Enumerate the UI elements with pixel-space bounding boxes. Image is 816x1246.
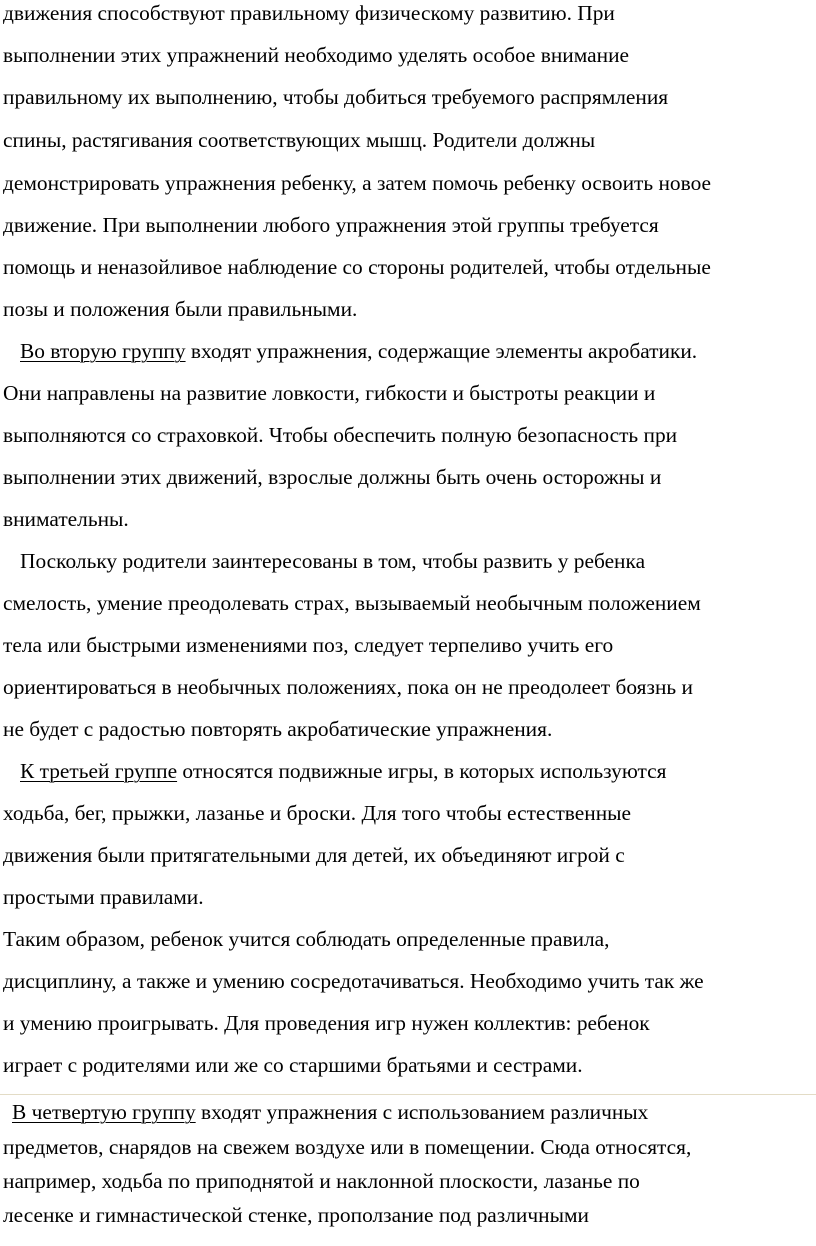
- paragraph-lead-line: [20, 761, 666, 782]
- text-line: ходьба, бег, прыжки, лазанье и броски. Для того чтобы естественные: [3, 801, 632, 825]
- paragraph-lead-line: [20, 341, 697, 362]
- group-heading-underlined: В четвертую группу: [12, 1100, 196, 1124]
- text-line: движения способствуют правильному физическому развитию. При: [3, 1, 615, 25]
- text-line: движение. При выполнении любого упражнения этой группы требуется: [3, 213, 659, 237]
- text-line: Они направлены на развитие ловкости, гибкости и быстроты реакции и: [3, 381, 656, 405]
- text-line: и умению проигрывать. Для проведения игр нужен коллектив: ребенок: [3, 1011, 650, 1035]
- text-line: Поскольку родители заинтересованы в том, чтобы развить у ребенка: [20, 549, 646, 573]
- text-line: например, ходьба по приподнятой и наклонной плоскости, лазанье по: [3, 1169, 640, 1193]
- group-heading-underlined: Во вторую группу: [20, 339, 186, 363]
- text-line: лесенке и гимнастической стенке, проползание под различными: [3, 1203, 589, 1227]
- text-line: спины, растягивания соответствующих мышц. Родители должны: [3, 128, 596, 152]
- text-line: выполнении этих упражнений необходимо уделять особое внимание: [3, 43, 630, 67]
- text-line: предметов, снарядов на свежем воздухе или в помещении. Сюда относятся,: [3, 1135, 692, 1159]
- lead-rest-text: входят упражнения с использованием различных: [195, 1100, 649, 1124]
- text-line: выполняются со страховкой. Чтобы обеспечить полную безопасность при: [3, 423, 678, 447]
- text-line: Таким образом, ребенок учится соблюдать определенные правила,: [3, 927, 610, 951]
- text-line: ориентироваться в необычных положениях, пока он не преодолеет боязнь и: [3, 675, 693, 699]
- lead-rest-text: относятся подвижные игры, в которых используются: [177, 759, 667, 783]
- paragraph-lead-line: [12, 1102, 648, 1123]
- text-line: смелость, умение преодолевать страх, вызываемый необычным положением: [3, 591, 701, 615]
- text-line: движения были притягательными для детей, их объединяют игрой с: [3, 843, 625, 867]
- page-divider: [0, 1094, 816, 1095]
- text-line: правильному их выполнению, чтобы добиться требуемого распрямления: [3, 85, 669, 109]
- text-line: демонстрировать упражнения ребенку, а затем помочь ребенку освоить новое: [3, 171, 712, 195]
- text-line: тела или быстрыми изменениями поз, следует терпеливо учить его: [3, 633, 614, 657]
- text-line: позы и положения были правильными.: [3, 297, 358, 321]
- text-line: дисциплину, а также и умению сосредотачиваться. Необходимо учить так же: [3, 969, 704, 993]
- group-heading-underlined: К третьей группе: [20, 759, 178, 783]
- text-line: помощь и неназойливое наблюдение со стороны родителей, чтобы отдельные: [3, 255, 711, 279]
- text-line: выполнении этих движений, взрослые должны быть очень осторожны и: [3, 465, 662, 489]
- lead-rest-text: входят упражнения, содержащие элементы акробатики.: [185, 339, 698, 363]
- text-line: внимательны.: [3, 507, 129, 531]
- text-line: играет с родителями или же со старшими братьями и сестрами.: [3, 1053, 583, 1077]
- text-line: не будет с радостью повторять акробатические упражнения.: [3, 717, 553, 741]
- text-line: простыми правилами.: [3, 885, 204, 909]
